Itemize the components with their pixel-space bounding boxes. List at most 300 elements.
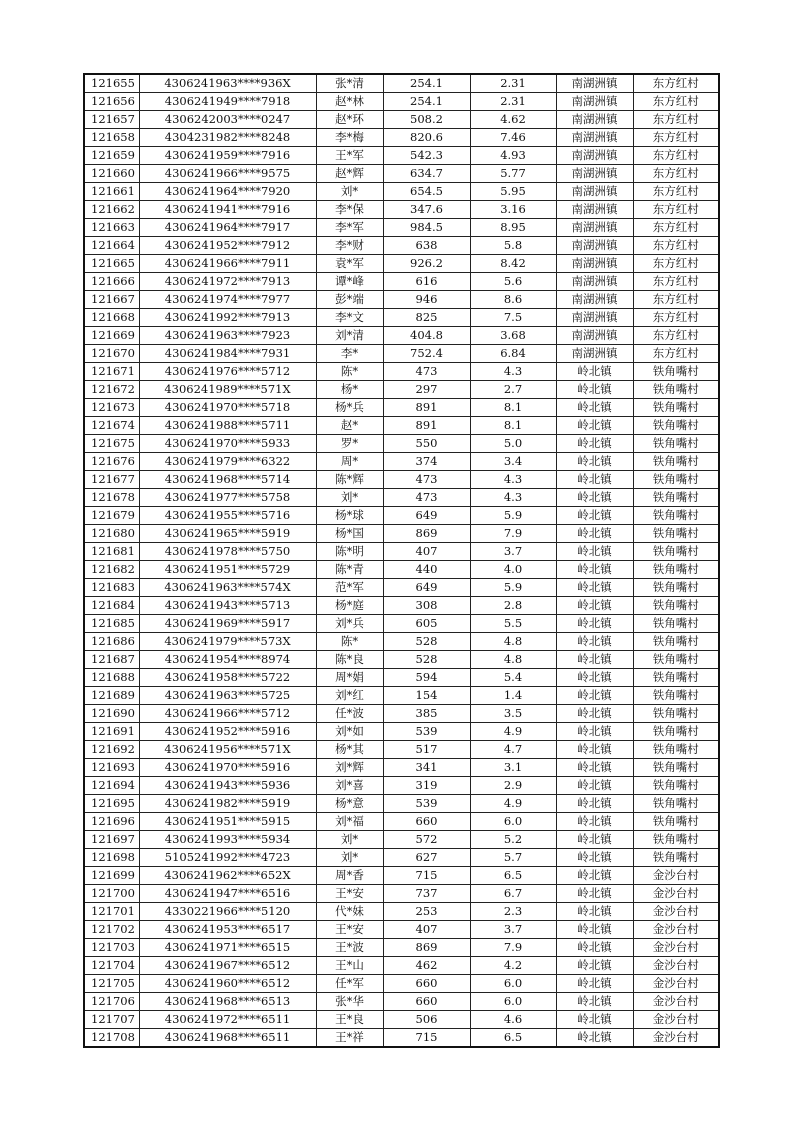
- cell-village: 东方红村: [633, 93, 719, 111]
- cell-town: 岭北镇: [556, 561, 633, 579]
- cell-amount: 528: [383, 651, 470, 669]
- cell-amount: 869: [383, 939, 470, 957]
- cell-town: 南湖洲镇: [556, 165, 633, 183]
- table-row: [84, 993, 719, 1011]
- cell-seq: 121678: [84, 489, 139, 507]
- cell-village: 铁角嘴村: [633, 705, 719, 723]
- table-row: [84, 255, 719, 273]
- cell-seq: 121677: [84, 471, 139, 489]
- cell-area: 5.77: [470, 165, 556, 183]
- cell-amount: 649: [383, 579, 470, 597]
- cell-town: 岭北镇: [556, 1011, 633, 1029]
- table-row: [84, 147, 719, 165]
- cell-amount: 825: [383, 309, 470, 327]
- cell-name: 王*安: [316, 885, 383, 903]
- cell-town: 岭北镇: [556, 831, 633, 849]
- cell-id-number: 4306241969****5917: [139, 615, 316, 633]
- cell-id-number: 4306241958****5722: [139, 669, 316, 687]
- cell-name: 刘*: [316, 849, 383, 867]
- cell-seq: 121703: [84, 939, 139, 957]
- cell-village: 金沙台村: [633, 975, 719, 993]
- cell-seq: 121679: [84, 507, 139, 525]
- cell-area: 8.95: [470, 219, 556, 237]
- cell-name: 周*香: [316, 867, 383, 885]
- cell-area: 2.7: [470, 381, 556, 399]
- cell-town: 岭北镇: [556, 669, 633, 687]
- cell-village: 金沙台村: [633, 921, 719, 939]
- table-row: [84, 381, 719, 399]
- cell-amount: 572: [383, 831, 470, 849]
- table-row: [84, 885, 719, 903]
- cell-seq: 121699: [84, 867, 139, 885]
- cell-town: 岭北镇: [556, 381, 633, 399]
- table-row: [84, 417, 719, 435]
- cell-seq: 121688: [84, 669, 139, 687]
- table-row: [84, 507, 719, 525]
- cell-town: 岭北镇: [556, 705, 633, 723]
- table-row: [84, 561, 719, 579]
- cell-amount: 715: [383, 1029, 470, 1048]
- cell-amount: 508.2: [383, 111, 470, 129]
- cell-id-number: 4306241955****5716: [139, 507, 316, 525]
- table-row: [84, 633, 719, 651]
- cell-id-number: 4306241966****7911: [139, 255, 316, 273]
- cell-id-number: 4306241968****5714: [139, 471, 316, 489]
- cell-name: 任*军: [316, 975, 383, 993]
- cell-name: 刘*: [316, 831, 383, 849]
- cell-name: 罗*: [316, 435, 383, 453]
- cell-id-number: 4306242003****0247: [139, 111, 316, 129]
- cell-id-number: 4306241949****7918: [139, 93, 316, 111]
- cell-id-number: 4306241947****6516: [139, 885, 316, 903]
- cell-area: 2.31: [470, 74, 556, 93]
- table-row: [84, 741, 719, 759]
- cell-name: 张*清: [316, 74, 383, 93]
- table-row: [84, 111, 719, 129]
- cell-name: 李*财: [316, 237, 383, 255]
- cell-name: 王*祥: [316, 1029, 383, 1048]
- cell-seq: 121659: [84, 147, 139, 165]
- cell-seq: 121684: [84, 597, 139, 615]
- cell-village: 铁角嘴村: [633, 417, 719, 435]
- table-row: [84, 795, 719, 813]
- cell-name: 李*梅: [316, 129, 383, 147]
- cell-id-number: 4306241970****5933: [139, 435, 316, 453]
- cell-area: 6.5: [470, 1029, 556, 1048]
- cell-seq: 121664: [84, 237, 139, 255]
- cell-area: 5.7: [470, 849, 556, 867]
- cell-id-number: 4330221966****5120: [139, 903, 316, 921]
- cell-amount: 407: [383, 543, 470, 561]
- cell-seq: 121690: [84, 705, 139, 723]
- cell-name: 李*保: [316, 201, 383, 219]
- cell-town: 南湖洲镇: [556, 273, 633, 291]
- cell-amount: 634.7: [383, 165, 470, 183]
- cell-village: 铁角嘴村: [633, 849, 719, 867]
- cell-town: 岭北镇: [556, 435, 633, 453]
- table-row: [84, 705, 719, 723]
- cell-village: 铁角嘴村: [633, 777, 719, 795]
- cell-id-number: 4306241974****7977: [139, 291, 316, 309]
- cell-name: 袁*军: [316, 255, 383, 273]
- cell-area: 4.62: [470, 111, 556, 129]
- cell-seq: 121667: [84, 291, 139, 309]
- cell-area: 7.9: [470, 525, 556, 543]
- table-row: [84, 291, 719, 309]
- cell-seq: 121682: [84, 561, 139, 579]
- cell-town: 南湖洲镇: [556, 291, 633, 309]
- cell-name: 刘*: [316, 489, 383, 507]
- cell-area: 2.9: [470, 777, 556, 795]
- cell-amount: 660: [383, 993, 470, 1011]
- cell-amount: 946: [383, 291, 470, 309]
- cell-area: 4.8: [470, 651, 556, 669]
- cell-name: 杨*国: [316, 525, 383, 543]
- cell-town: 岭北镇: [556, 687, 633, 705]
- cell-area: 5.5: [470, 615, 556, 633]
- cell-village: 金沙台村: [633, 867, 719, 885]
- cell-seq: 121656: [84, 93, 139, 111]
- cell-amount: 341: [383, 759, 470, 777]
- cell-id-number: 4306241960****6512: [139, 975, 316, 993]
- cell-seq: 121661: [84, 183, 139, 201]
- cell-village: 铁角嘴村: [633, 723, 719, 741]
- cell-village: 铁角嘴村: [633, 525, 719, 543]
- cell-area: 6.0: [470, 813, 556, 831]
- cell-town: 岭北镇: [556, 795, 633, 813]
- cell-town: 岭北镇: [556, 489, 633, 507]
- cell-name: 杨*兵: [316, 399, 383, 417]
- cell-town: 岭北镇: [556, 849, 633, 867]
- cell-town: 南湖洲镇: [556, 129, 633, 147]
- cell-name: 陈*青: [316, 561, 383, 579]
- table-row: [84, 957, 719, 975]
- table-row: [84, 543, 719, 561]
- cell-seq: 121701: [84, 903, 139, 921]
- cell-town: 南湖洲镇: [556, 201, 633, 219]
- table-row: [84, 399, 719, 417]
- table-row: [84, 309, 719, 327]
- cell-village: 铁角嘴村: [633, 687, 719, 705]
- cell-town: 岭北镇: [556, 975, 633, 993]
- cell-area: 4.3: [470, 489, 556, 507]
- cell-seq: 121687: [84, 651, 139, 669]
- cell-id-number: 4306241952****7912: [139, 237, 316, 255]
- cell-name: 李*文: [316, 309, 383, 327]
- cell-seq: 121693: [84, 759, 139, 777]
- cell-area: 5.9: [470, 579, 556, 597]
- cell-name: 谭*峰: [316, 273, 383, 291]
- table-row: [84, 471, 719, 489]
- table-row: [84, 183, 719, 201]
- cell-id-number: 4306241953****6517: [139, 921, 316, 939]
- table-row: [84, 687, 719, 705]
- cell-seq: 121675: [84, 435, 139, 453]
- table-row: [84, 777, 719, 795]
- cell-name: 李*军: [316, 219, 383, 237]
- cell-village: 东方红村: [633, 291, 719, 309]
- cell-name: 赵*林: [316, 93, 383, 111]
- table-row: [84, 435, 719, 453]
- cell-area: 6.7: [470, 885, 556, 903]
- cell-village: 东方红村: [633, 147, 719, 165]
- cell-amount: 254.1: [383, 74, 470, 93]
- cell-id-number: 4306241971****6515: [139, 939, 316, 957]
- table-row: [84, 723, 719, 741]
- cell-area: 3.4: [470, 453, 556, 471]
- cell-area: 8.1: [470, 399, 556, 417]
- cell-town: 岭北镇: [556, 903, 633, 921]
- cell-id-number: 4306241962****652X: [139, 867, 316, 885]
- cell-seq: 121657: [84, 111, 139, 129]
- cell-area: 4.2: [470, 957, 556, 975]
- cell-id-number: 4306241970****5916: [139, 759, 316, 777]
- cell-name: 刘*清: [316, 327, 383, 345]
- cell-area: 4.7: [470, 741, 556, 759]
- cell-town: 岭北镇: [556, 579, 633, 597]
- cell-seq: 121685: [84, 615, 139, 633]
- cell-id-number: 4306241963****574X: [139, 579, 316, 597]
- cell-name: 张*华: [316, 993, 383, 1011]
- cell-village: 铁角嘴村: [633, 759, 719, 777]
- cell-town: 岭北镇: [556, 417, 633, 435]
- cell-name: 王*波: [316, 939, 383, 957]
- cell-area: 8.1: [470, 417, 556, 435]
- cell-id-number: 4306241956****571X: [139, 741, 316, 759]
- cell-seq: 121694: [84, 777, 139, 795]
- cell-amount: 820.6: [383, 129, 470, 147]
- cell-seq: 121660: [84, 165, 139, 183]
- table-row: [84, 759, 719, 777]
- cell-id-number: 4306241943****5713: [139, 597, 316, 615]
- cell-area: 6.0: [470, 975, 556, 993]
- cell-amount: 404.8: [383, 327, 470, 345]
- cell-village: 东方红村: [633, 219, 719, 237]
- cell-amount: 319: [383, 777, 470, 795]
- cell-id-number: 5105241992****4723: [139, 849, 316, 867]
- cell-area: 5.6: [470, 273, 556, 291]
- cell-seq: 121666: [84, 273, 139, 291]
- cell-name: 周*: [316, 453, 383, 471]
- table-row: [84, 813, 719, 831]
- cell-village: 金沙台村: [633, 993, 719, 1011]
- cell-name: 刘*辉: [316, 759, 383, 777]
- cell-amount: 374: [383, 453, 470, 471]
- cell-id-number: 4306241984****7931: [139, 345, 316, 363]
- table-row: [84, 129, 719, 147]
- cell-name: 陈*辉: [316, 471, 383, 489]
- cell-name: 王*山: [316, 957, 383, 975]
- cell-village: 铁角嘴村: [633, 399, 719, 417]
- table-row: [84, 615, 719, 633]
- cell-name: 李*: [316, 345, 383, 363]
- cell-amount: 649: [383, 507, 470, 525]
- cell-village: 铁角嘴村: [633, 741, 719, 759]
- cell-amount: 473: [383, 471, 470, 489]
- cell-area: 5.0: [470, 435, 556, 453]
- cell-town: 南湖洲镇: [556, 255, 633, 273]
- cell-name: 赵*辉: [316, 165, 383, 183]
- cell-town: 岭北镇: [556, 399, 633, 417]
- cell-seq: 121691: [84, 723, 139, 741]
- cell-amount: 654.5: [383, 183, 470, 201]
- cell-area: 3.1: [470, 759, 556, 777]
- cell-id-number: 4306241993****5934: [139, 831, 316, 849]
- cell-town: 南湖洲镇: [556, 345, 633, 363]
- cell-village: 铁角嘴村: [633, 489, 719, 507]
- cell-area: 5.8: [470, 237, 556, 255]
- table-row: [84, 74, 719, 93]
- cell-id-number: 4306241979****573X: [139, 633, 316, 651]
- cell-seq: 121689: [84, 687, 139, 705]
- cell-seq: 121707: [84, 1011, 139, 1029]
- cell-village: 铁角嘴村: [633, 615, 719, 633]
- cell-id-number: 4306241979****6322: [139, 453, 316, 471]
- cell-amount: 440: [383, 561, 470, 579]
- cell-seq: 121676: [84, 453, 139, 471]
- table-row: [84, 453, 719, 471]
- cell-amount: 660: [383, 975, 470, 993]
- table-row: [84, 831, 719, 849]
- cell-town: 岭北镇: [556, 741, 633, 759]
- data-table: [83, 73, 720, 1048]
- cell-name: 陈*明: [316, 543, 383, 561]
- cell-seq: 121698: [84, 849, 139, 867]
- cell-village: 东方红村: [633, 183, 719, 201]
- cell-id-number: 4306241970****5718: [139, 399, 316, 417]
- cell-seq: 121668: [84, 309, 139, 327]
- cell-seq: 121673: [84, 399, 139, 417]
- cell-seq: 121672: [84, 381, 139, 399]
- cell-amount: 752.4: [383, 345, 470, 363]
- cell-id-number: 4306241978****5750: [139, 543, 316, 561]
- cell-area: 4.8: [470, 633, 556, 651]
- cell-amount: 253: [383, 903, 470, 921]
- cell-village: 金沙台村: [633, 903, 719, 921]
- cell-amount: 638: [383, 237, 470, 255]
- cell-name: 任*波: [316, 705, 383, 723]
- cell-area: 5.95: [470, 183, 556, 201]
- cell-id-number: 4306241968****6513: [139, 993, 316, 1011]
- cell-amount: 154: [383, 687, 470, 705]
- cell-town: 南湖洲镇: [556, 147, 633, 165]
- cell-village: 铁角嘴村: [633, 633, 719, 651]
- cell-village: 铁角嘴村: [633, 597, 719, 615]
- table-row: [84, 345, 719, 363]
- cell-amount: 407: [383, 921, 470, 939]
- cell-name: 代*妹: [316, 903, 383, 921]
- cell-name: 王*良: [316, 1011, 383, 1029]
- cell-town: 岭北镇: [556, 543, 633, 561]
- table-row: [84, 975, 719, 993]
- cell-area: 4.9: [470, 795, 556, 813]
- cell-id-number: 4306241952****5916: [139, 723, 316, 741]
- cell-amount: 891: [383, 399, 470, 417]
- cell-seq: 121681: [84, 543, 139, 561]
- cell-name: 陈*良: [316, 651, 383, 669]
- cell-town: 岭北镇: [556, 957, 633, 975]
- cell-id-number: 4306241972****6511: [139, 1011, 316, 1029]
- cell-id-number: 4306241963****7923: [139, 327, 316, 345]
- cell-name: 陈*: [316, 363, 383, 381]
- table-row: [84, 93, 719, 111]
- cell-town: 南湖洲镇: [556, 74, 633, 93]
- cell-id-number: 4306241967****6512: [139, 957, 316, 975]
- cell-town: 岭北镇: [556, 867, 633, 885]
- cell-amount: 605: [383, 615, 470, 633]
- cell-village: 东方红村: [633, 74, 719, 93]
- cell-village: 东方红村: [633, 309, 719, 327]
- table-row: [84, 597, 719, 615]
- table-row: [84, 1029, 719, 1048]
- cell-town: 岭北镇: [556, 939, 633, 957]
- cell-name: 杨*: [316, 381, 383, 399]
- cell-area: 4.6: [470, 1011, 556, 1029]
- cell-village: 铁角嘴村: [633, 507, 719, 525]
- cell-village: 金沙台村: [633, 1029, 719, 1048]
- cell-id-number: 4306241972****7913: [139, 273, 316, 291]
- cell-village: 铁角嘴村: [633, 363, 719, 381]
- table-row: [84, 1011, 719, 1029]
- cell-seq: 121670: [84, 345, 139, 363]
- table-row: [84, 921, 719, 939]
- cell-name: 赵*环: [316, 111, 383, 129]
- cell-village: 铁角嘴村: [633, 813, 719, 831]
- cell-amount: 539: [383, 723, 470, 741]
- cell-area: 7.9: [470, 939, 556, 957]
- cell-id-number: 4306241963****936X: [139, 74, 316, 93]
- table-row: [84, 939, 719, 957]
- cell-town: 岭北镇: [556, 723, 633, 741]
- cell-area: 4.3: [470, 471, 556, 489]
- cell-area: 8.6: [470, 291, 556, 309]
- cell-id-number: 4306241964****7917: [139, 219, 316, 237]
- cell-village: 铁角嘴村: [633, 561, 719, 579]
- cell-town: 岭北镇: [556, 777, 633, 795]
- cell-seq: 121669: [84, 327, 139, 345]
- cell-seq: 121702: [84, 921, 139, 939]
- cell-village: 铁角嘴村: [633, 381, 719, 399]
- cell-village: 铁角嘴村: [633, 453, 719, 471]
- cell-amount: 347.6: [383, 201, 470, 219]
- table-row: [84, 201, 719, 219]
- cell-town: 岭北镇: [556, 1029, 633, 1048]
- cell-id-number: 4306241959****7916: [139, 147, 316, 165]
- cell-area: 5.2: [470, 831, 556, 849]
- cell-village: 铁角嘴村: [633, 471, 719, 489]
- cell-area: 2.3: [470, 903, 556, 921]
- cell-town: 南湖洲镇: [556, 327, 633, 345]
- cell-name: 杨*意: [316, 795, 383, 813]
- table-row: [84, 237, 719, 255]
- cell-seq: 121704: [84, 957, 139, 975]
- cell-seq: 121705: [84, 975, 139, 993]
- cell-village: 东方红村: [633, 165, 719, 183]
- table-row: [84, 669, 719, 687]
- cell-seq: 121674: [84, 417, 139, 435]
- cell-town: 岭北镇: [556, 633, 633, 651]
- cell-town: 岭北镇: [556, 885, 633, 903]
- cell-town: 岭北镇: [556, 525, 633, 543]
- cell-id-number: 4306241982****5919: [139, 795, 316, 813]
- cell-amount: 539: [383, 795, 470, 813]
- cell-village: 金沙台村: [633, 885, 719, 903]
- table-row: [84, 363, 719, 381]
- cell-name: 彭*端: [316, 291, 383, 309]
- cell-amount: 542.3: [383, 147, 470, 165]
- table-row: [84, 867, 719, 885]
- cell-name: 刘*: [316, 183, 383, 201]
